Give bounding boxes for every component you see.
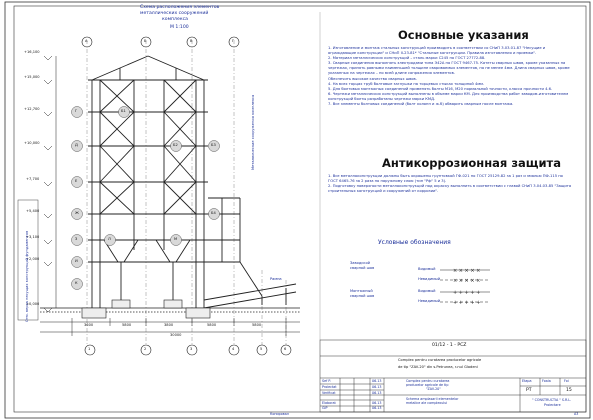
axis-number: 5 xyxy=(260,347,263,351)
main-note-item: 2. Материал металлических конструкций – сталь марки С245 по ГОСТ 27772-88. xyxy=(328,56,486,61)
legend-row2-label2: сварной шов xyxy=(350,294,375,298)
legend-row1-label1: Заводской xyxy=(350,261,370,265)
beam-label: Б4 xyxy=(211,211,216,215)
title-block-role: Sef P. xyxy=(322,379,331,383)
svg-text:+ + + + +: + + + + + xyxy=(453,300,481,306)
top-marker-c: В xyxy=(190,39,193,43)
main-notes-heading: Основные указания xyxy=(398,28,529,42)
elevation-label: +7,700 xyxy=(26,177,40,181)
anticorrosion-item: 2. Подготовку поверхности металлоконструкций под окраску выполнить в соответствии с главой СНиП 3.04.03-85 "Защита строительных конструкций и сооружений от коррозии". xyxy=(328,184,572,194)
elevation-label: ±0,000 xyxy=(26,302,40,306)
legend-row2-right1: Видимый xyxy=(418,289,436,293)
title-block-sheet-header: Foaia xyxy=(542,379,551,383)
title-block-sheet-title2: metalice ale complexului xyxy=(406,401,448,405)
ground-line xyxy=(40,308,300,312)
elevation-label: +15,000 xyxy=(24,75,40,79)
legend-row1-label2: сварной шов xyxy=(350,266,375,270)
title-block-date: 06.13 xyxy=(372,406,382,410)
anticorrosion-heading: Антикоррозионная защита xyxy=(382,156,561,170)
axis-number: 2 xyxy=(144,347,147,351)
title-block-code: 01/12 - 1 - PCZ xyxy=(432,343,467,348)
row-letter: М xyxy=(174,237,178,241)
title-block-role: Proiectat xyxy=(322,385,337,389)
title-block-date: 06.13 xyxy=(372,391,382,395)
beam-label: Б1 xyxy=(121,109,126,113)
main-note-item: 4. На всех торцах труб болтовые заглушки на торцевых стыках толщиной 4мм. xyxy=(328,81,485,86)
axis-number: 6 xyxy=(284,347,287,351)
beam-label: Б2 xyxy=(173,143,178,147)
drawing-title-line3: комплекса xyxy=(162,17,188,22)
title-block-object-line1: Complex pentru curatarea xyxy=(406,379,450,383)
legend-row2-right2: Невидимый xyxy=(418,299,441,303)
legend-weld-symbols xyxy=(440,268,490,306)
main-note-item: Обеспечить высокое качество сварных швов. xyxy=(328,76,417,81)
ramp-label: Рампа xyxy=(270,277,282,281)
anticorrosion-list xyxy=(328,174,574,194)
elevation-label: +10,000 xyxy=(24,141,40,145)
main-notes-list xyxy=(328,46,574,107)
row-letter: Г xyxy=(75,109,78,113)
top-marker-d: Г xyxy=(232,39,235,43)
drawing-scale: М 1:100 xyxy=(170,25,189,30)
title-block-role: GIP xyxy=(322,406,328,410)
row-letter: И xyxy=(75,259,78,263)
title-block-firm1: " CONSTRUCTIA " S.R.L. xyxy=(532,398,572,402)
axis-number: 3 xyxy=(190,347,193,351)
svg-text:+ + + + +: + + + + + xyxy=(453,290,481,296)
top-axis-markers xyxy=(82,37,239,47)
title-block-format: A3 xyxy=(574,412,579,416)
legend-row1-right2: Невидимый xyxy=(418,277,441,281)
elevation-label: +2,000 xyxy=(26,257,40,261)
svg-text:× × × × ×: × × × × × xyxy=(453,268,481,274)
main-note-item: 5. Для болтовых монтажных соединений применять болты М16, М20 нормальной точности, класса прочности 4.6. xyxy=(328,86,553,91)
foundation-caption: Отм. верха несущих конструкций фундаментов xyxy=(25,230,29,322)
main-note-item: 7. Все элементы болтовых соединений (болт колонн и ж.б) обварить сварным после монтажа. xyxy=(328,102,514,107)
elevation-label: +3,100 xyxy=(26,235,40,239)
row-letter: Е xyxy=(75,179,78,183)
title-block-role: Elaborat xyxy=(322,401,336,405)
title-block-firm2: Proiectare xyxy=(544,403,561,407)
title-block-date: 06.13 xyxy=(372,385,382,389)
row-letter: З xyxy=(75,237,78,241)
legend-heading: Условные обозначения xyxy=(378,239,451,246)
title-block-project-line2: de tip "ZAV-20" din s.Petrunea, r-nul Glodeni xyxy=(398,365,478,369)
dimension-value: 3800 xyxy=(164,323,174,327)
beam-label: Б3 xyxy=(211,143,216,147)
title-block-sheets: 15 xyxy=(566,388,572,393)
title-block-date: 06.13 xyxy=(372,401,382,405)
legend-row2-label1: Монтажный xyxy=(350,289,373,293)
vertical-caption: Металлические сооружения комплекса xyxy=(251,94,255,170)
elevation-label: +16,100 xyxy=(24,50,40,54)
dimension-total: 30000 xyxy=(170,333,182,337)
title-block-sheets-header: Foi xyxy=(564,379,569,383)
row-letter: Ж xyxy=(75,211,79,215)
title-block-sheet-title1: Schema amplasarii elementelor xyxy=(406,397,459,401)
footer-copied: Копировал xyxy=(270,412,289,416)
title-block-stage-header: Etapa xyxy=(522,379,532,383)
structure-frame xyxy=(88,56,296,308)
dimension-value: 5800 xyxy=(252,323,262,327)
row-letter: Д xyxy=(75,143,78,147)
row-letter: К xyxy=(75,281,78,285)
legend-row1-right1: Видимый xyxy=(418,267,436,271)
dimension-value: 5800 xyxy=(207,323,217,327)
title-block-project-line1: Complex pentru curatarea producelor agricole xyxy=(398,358,482,362)
drawing-title-line2: металлических сооружений xyxy=(140,11,209,16)
main-note-item: 1. Изготовление и монтаж стальных конструкций производить в соответствии со СНиП 3.03.01-87 "Несущие и ограждающие конструкции" и СНиП II-23-81* "Стальные конструкции. Правила изготовления и приемки". xyxy=(328,46,546,56)
row-letter: Л xyxy=(108,237,111,241)
main-note-item: 6. Чертежи металлических конструкций выполнены в объеме марки КМ. Для производства работ заводом-изготовителем конструкций болты разработаны чертежи марки КМД. xyxy=(328,91,569,101)
title-block-stage: PT xyxy=(526,388,532,393)
top-marker-b: Б xyxy=(144,39,147,43)
dimension-value: 5800 xyxy=(122,323,132,327)
title-block-object-line2: producelor agricole de tip xyxy=(406,383,449,387)
svg-text:× × × × ×: × × × × × xyxy=(453,278,481,284)
anticorrosion-item: 1. Все металлоконструкции должны быть окрашены грунтовкой ГФ-021 по ГОСТ 25129-82 за 1 раз и эмалью ПФ-115 по ГОСТ 6465-76 за 2 раза по наружному слою (тип "Рф" 5 и 3). xyxy=(328,174,563,184)
top-marker-a: А xyxy=(85,39,88,43)
elevation-label: +12,700 xyxy=(24,107,40,111)
dimension-value: 3600 xyxy=(84,323,94,327)
elevation-label: +5,400 xyxy=(26,209,40,213)
title-block-object-line3: "ZAV-20" xyxy=(426,387,441,391)
title-block-role: Verificat xyxy=(322,391,336,395)
drawing-title-line1: Схема расположения элементов xyxy=(140,5,220,10)
elevation-marks xyxy=(44,56,56,312)
axis-number: 4 xyxy=(232,347,235,351)
main-note-item: 3. Сварные соединения выполнять электродами типа Э42А по ГОСТ 9467-75. Катеты сварных швов, кроме указанных на чертежах, принять равными наименьшей толщине свариваемых элементов, но не менее 4мм. Длина сварных швов, кроме указанных на чертежах – по всей длине сопряжения элементов. xyxy=(328,61,570,76)
axis-number: 1 xyxy=(88,347,91,351)
title-block-date: 06.13 xyxy=(372,379,382,383)
